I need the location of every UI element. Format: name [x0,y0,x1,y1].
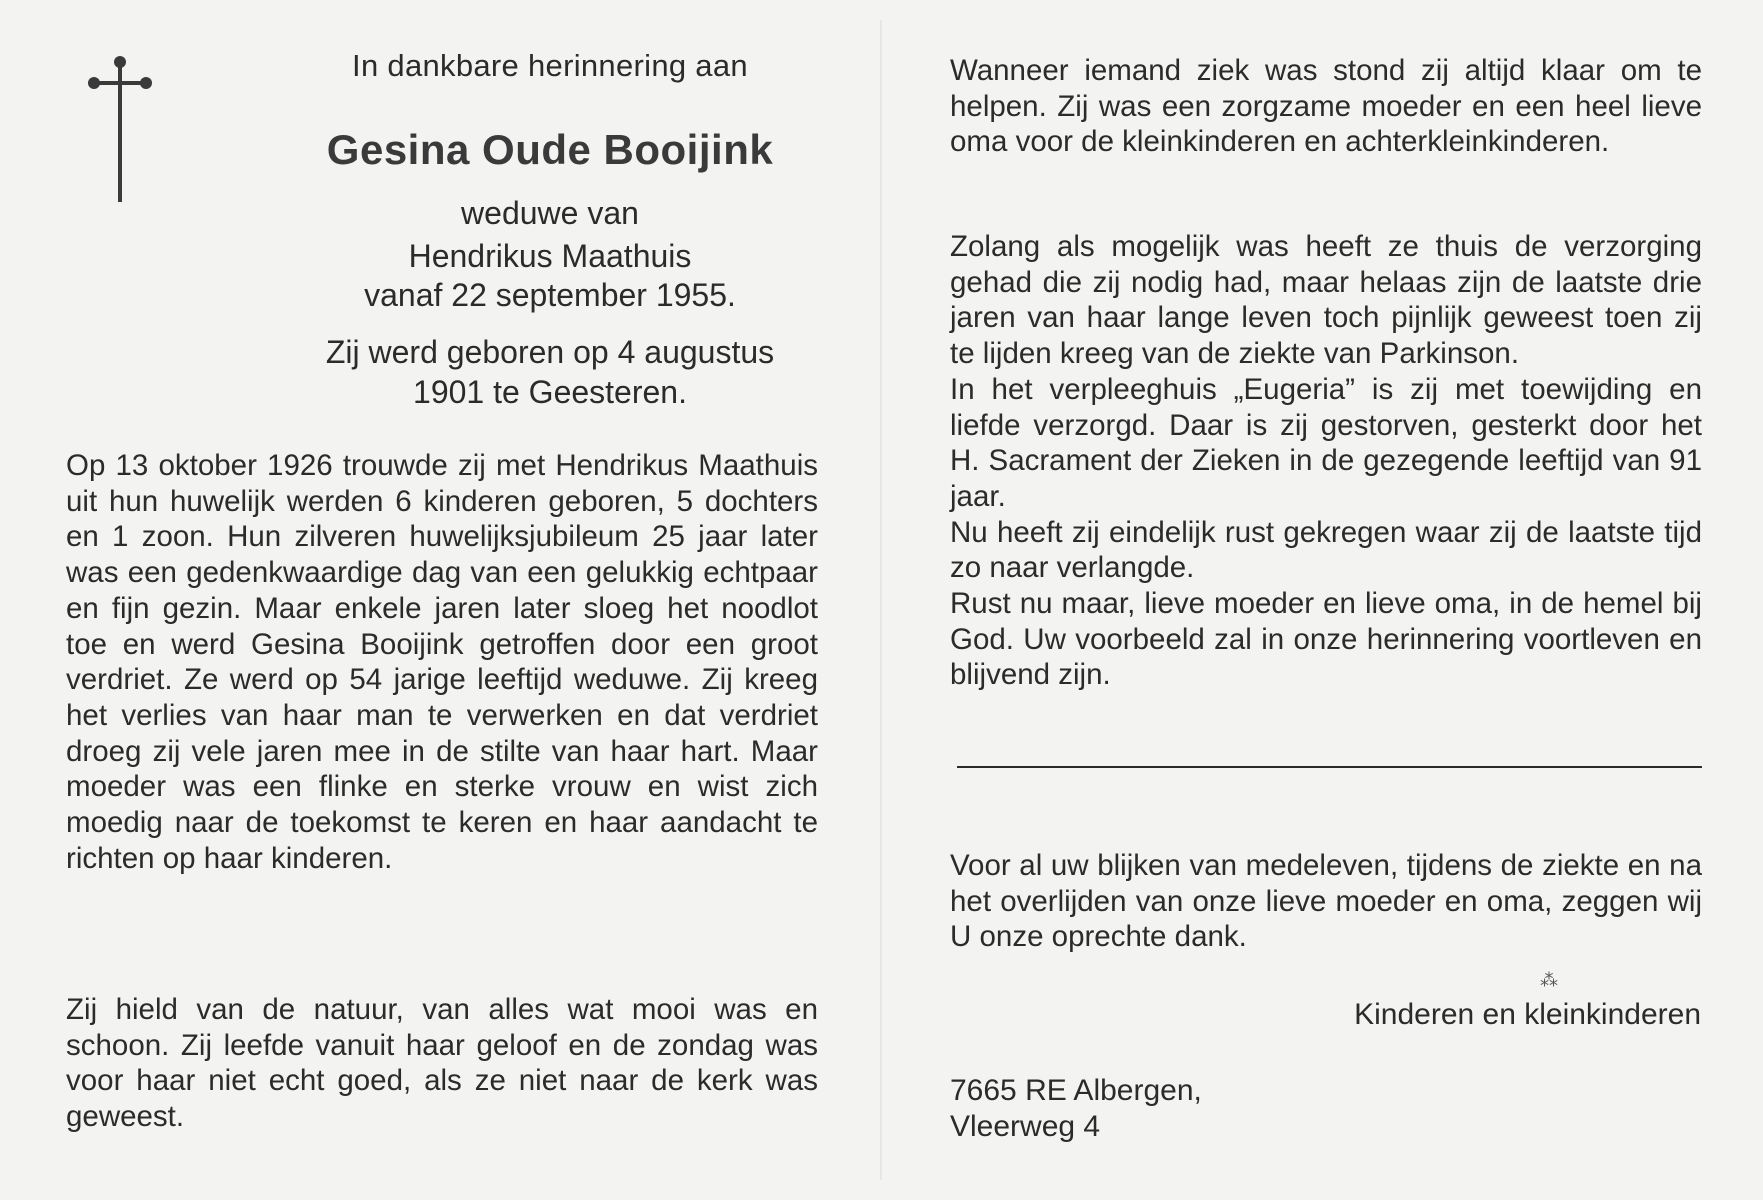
spouse-name: Hendrikus Maathuis [408,238,692,274]
divider-line [957,766,1702,768]
life-paragraph: Op 13 oktober 1926 trouwde zij met Hendrikus Maathuis uit hun huwelijk werden 6 kinderen geboren, 5 dochters en 1 zoon. Hun zilveren huwelijksjubileum 25 jaar later was een gedenkwaardige dag van een gelukkig echtpaar en fijn gezin. Maar enkele jaren later sloeg het noodlot toe en werd Gesina Booijink getroffen door een groot verdriet. Ze werd op 54 jarige leeftijd weduwe. Zij kreeg het verlies van haar man te verwerken en dat verdriet droeg zij vele jaren mee in de stilte van haar hart. Maar moeder was een flinke en sterke vrouw en wist zich moedig naar de toekomst te keren en haar aandacht te richten op haar kinderen. [66,449,818,875]
signature: Kinderen en kleinkinderen [1354,998,1701,1031]
address-line-1: 7665 RE Albergen, [950,1074,1202,1107]
illness-paragraph [950,229,1702,693]
birth-place: 1901 te Geesteren. [413,374,687,410]
smudge-mark: ⁂ [1540,970,1558,990]
intro-text: In dankbare herinnering aan [352,48,748,83]
address-line-2: Vleerweg 4 [950,1110,1101,1143]
thanks-paragraph: Voor al uw blijken van medeleven, tijdens de ziekte en na het overlijden van onze lieve moeder en oma, zeggen wij U onze oprechte dank. [950,849,1702,954]
illness-text-3: Nu heeft zij eindelijk rust gekregen waar zij de laatste tijd zo naar verlangde. [950,515,1702,585]
faith-paragraph: Zij hield van de natuur, van alles wat mooi was en schoon. Zij leefde vanuit haar geloof en de zondag was voor haar niet echt goed, als ze niet naar de kerk was geweest. [66,993,818,1134]
care-paragraph: Wanneer iemand ziek was stond zij altijd klaar om te helpen. Zij was een zorgzame moeder en een heel lieve oma voor de kleinkinderen en achterkleinkinderen. [950,54,1702,159]
illness-text-2: In het verpleeghuis „Eugeria” is zij met toewijding en liefde verzorgd. Daar is zij gestorven, gesterkt door het H. Sacrament der Zieken in de gezegende leeftijd van 91 jaar. [950,372,1702,513]
widow-since: vanaf 22 september 1955. [364,277,736,313]
deceased-name: Gesina Oude Booijink [326,126,774,173]
birth-line: Zij werd geboren op 4 augustus [325,334,775,370]
widow-of-label: weduwe van [461,195,639,231]
illness-text-1: Zolang als mogelijk was heeft ze thuis de verzorging gehad die zij nodig had, maar helaas zijn de laatste drie jaren van haar lange leven toch pijnlijk geweest toen zij te lijden kreeg van de ziekte van Parkinson. [950,230,1702,371]
illness-text-4: Rust nu maar, lieve moeder en lieve oma, in de hemel bij God. Uw voorbeeld zal in onze herinnering voortleven en blijvend zijn. [950,587,1702,692]
fold-line [880,20,882,1180]
cross-icon [88,54,152,204]
